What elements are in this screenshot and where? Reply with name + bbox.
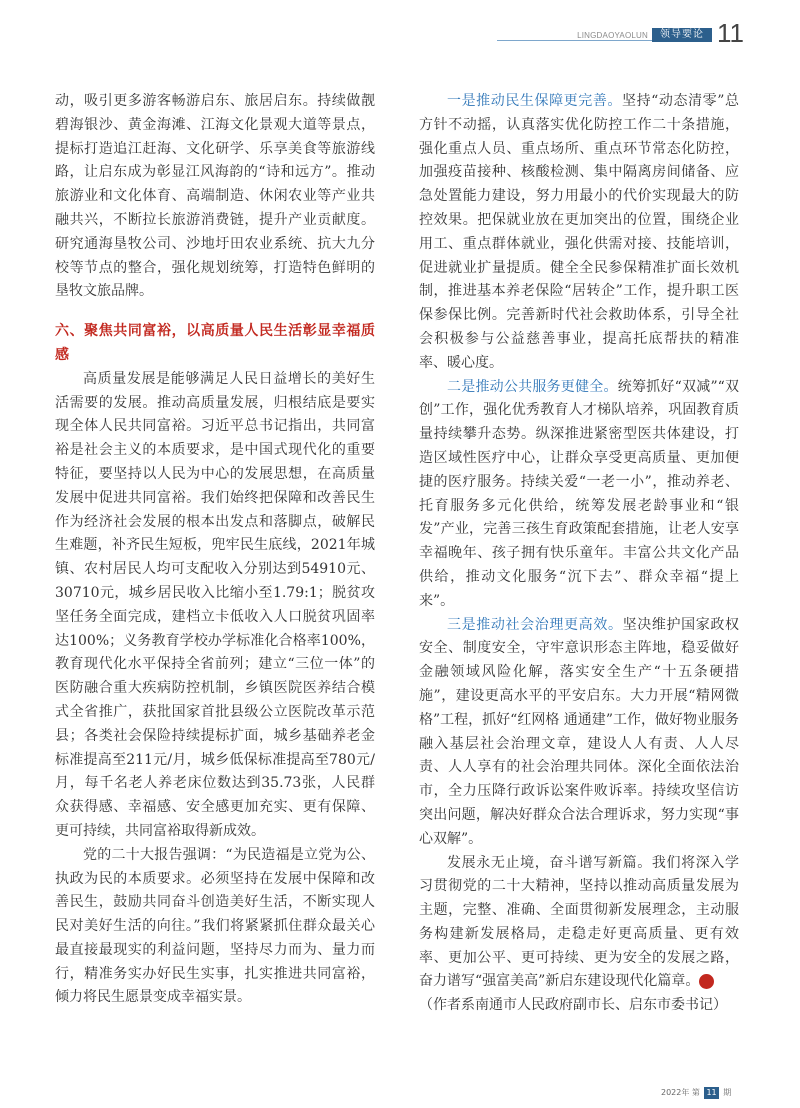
- author-note: （作者系南通市人民政府副市长、启东市委书记）: [419, 997, 727, 1014]
- page-number: 11: [717, 18, 744, 48]
- site-name: LINGDAOYAOLUN: [577, 31, 648, 40]
- subsection-body: 坚持“动态清零”总方针不动摇，认真落实优化防控工作二十条措施，强化重点人员、重点场所、重点环节常态化防控，加强疫苗接种、核酸检测、集中隔离房间储备、应急处置能力建设，努力用最小的代价实现最大的防控效果。把保就业放在更加突出的位置，围绕企业用工、重点群体就业，强化供需对接、技能培训，促进就业扩量提质。健全全民参保精准扩面长效机制，推进基本养老保险“居转企”工作，提升职工医保参保比例。完善新时代社会救助体系，引导全社会积极参与公益慈善事业，提高托底帮扶的精准率、暖心度。: [419, 93, 739, 371]
- page-header: [0, 14, 800, 48]
- subsection-lead: 三是推动社会治理更高效。: [447, 616, 623, 633]
- footer-di: 第: [691, 1088, 700, 1097]
- subsection-body: 坚决维护国家政权安全、制度安全，守牢意识形态主阵地，稳妥做好金融领域风险化解，落实安全生产“十五条硬措施”，建设更高水平的平安启东。大力开展“精网微格”工程，抓好“红网格 通通建”工作，做好物业服务融入基层社会治理文章，建设人人有责、人人尽责、人人享有的社会治理共同体。深化全面依法治市，全力压降行政诉讼案件败诉率。持续攻坚信访突出问题，解决好群众合法合理诉求，努力实现“事心双解”。: [419, 616, 740, 847]
- subsection-paragraph: [419, 614, 739, 852]
- subsection-lead: 二是推动公共服务更健全。: [447, 378, 618, 395]
- subsection-lead: 一是推动民生保障更完善。: [447, 93, 623, 109]
- left-column: [55, 90, 375, 1010]
- closing-text: 发展永无止境，奋斗谱写新篇。我们将深入学习贯彻党的二十大精神，坚持以推动高质量发展为主题，完整、准确、全面贯彻新发展理念，主动服务构建新发展格局，走稳走好更高质量、更有效率、更加公平、更可持续、更为安全的发展之路，奋力谱写“强富美高”新启东建设现代化篇章。: [419, 854, 739, 990]
- footer-issue: 11: [706, 1088, 717, 1097]
- section-heading: 六、聚焦共同富裕，以高质量人民生活彰显幸福质感: [55, 323, 375, 363]
- subsection-paragraph: [419, 376, 739, 614]
- subsection-body: 统筹抓好“双减”“双创”工作，强化优秀教育人才梯队培养，巩固教育质量持续攀升态势。纵深推进紧密型医共体建设，打造区域性医疗中心，让群众享受更高质量、更加便捷的医疗服务。持续关爱“一老一小”，推动养老、托育服务多元化供给，统筹发展老龄事业和“银发”产业，完善三孩生育政策配套措施，让老人安享幸福晚年、孩子拥有快乐童年。丰富公共文化产品供给，推动文化服务“沉下去”、群众幸福“提上来”。: [419, 378, 739, 609]
- end-mark-icon: 治: [699, 974, 714, 989]
- footer-year: 2022年: [661, 1088, 690, 1097]
- closing-paragraph: [419, 852, 739, 995]
- paragraph: 党的二十大报告强调：“为民造福是立党为公、执政为民的本质要求。必须坚持在发展中保障和改善民生，鼓励共同奋斗创造美好生活，不断实现人民对美好生活的向往。”我们将紧紧抓住群众最关心最直接最现实的利益问题，坚持尽力而为、量力而行，精准务实办好民生实事，扎实推进共同富裕，倾力将民生愿景变成幸福实景。: [55, 846, 375, 1006]
- paragraph: 高质量发展是能够满足人民日益增长的美好生活需要的发展。推动高质量发展，归根结底是要实现全体人民共同富裕。习近平总书记指出，共同富裕是社会主义的本质要求，是中国式现代化的重要特征，要坚持以人民为中心的发展思想，在高质量发展中促进共同富裕。我们始终把保障和改善民生作为经济社会发展的根本出发点和落脚点，破解民生难题，补齐民生短板，兜牢民生底线，2021年城镇、农村居民人均可支配收入分别达到54910元、30710元，城乡居民收入比缩小至1.79:1；脱贫攻坚任务全面完成，建档立卡低收入人口脱贫巩固率达100%；义务教育学校办学标准化合格率100%，教育现代化水平保持全省前列；建立“三位一体”的医防融合重大疾病防控机制，乡镇医院医养结合模式全省推广，获批国家首批县级公立医院改革示范县；各类社会保险持续提标扩面，城乡基础养老金标准提高至211元/月，城乡低保标准提高至780元/月，每千名老人养老床位数达到35.73张，人民群众获得感、幸福感、安全感更加充实、更有保障、更可持续，共同富裕取得新成效。: [55, 370, 375, 839]
- column-tag: 领导要论: [652, 28, 712, 42]
- page-footer: [661, 1087, 731, 1099]
- right-column: [419, 90, 739, 1018]
- paragraph-continued: 动，吸引更多游客畅游启东、旅居启东。持续做靓碧海银沙、黄金海滩、江海文化景观大道等景点，提标打造追江赶海、文化研学、乐享美食等旅游线路，让启东成为彰显江风海韵的“诗和远方”。推动旅游业和文化体育、高端制造、休闲农业等产业共融共兴，不断拉长旅游消费链，提升产业贡献度。研究通海垦牧公司、沙地圩田农业系统、抗大九分校等节点的整合，强化规划统筹，打造特色鲜明的垦牧文旅品牌。: [55, 93, 375, 300]
- subsection-paragraph: [419, 90, 739, 376]
- footer-qi: 期: [723, 1088, 732, 1097]
